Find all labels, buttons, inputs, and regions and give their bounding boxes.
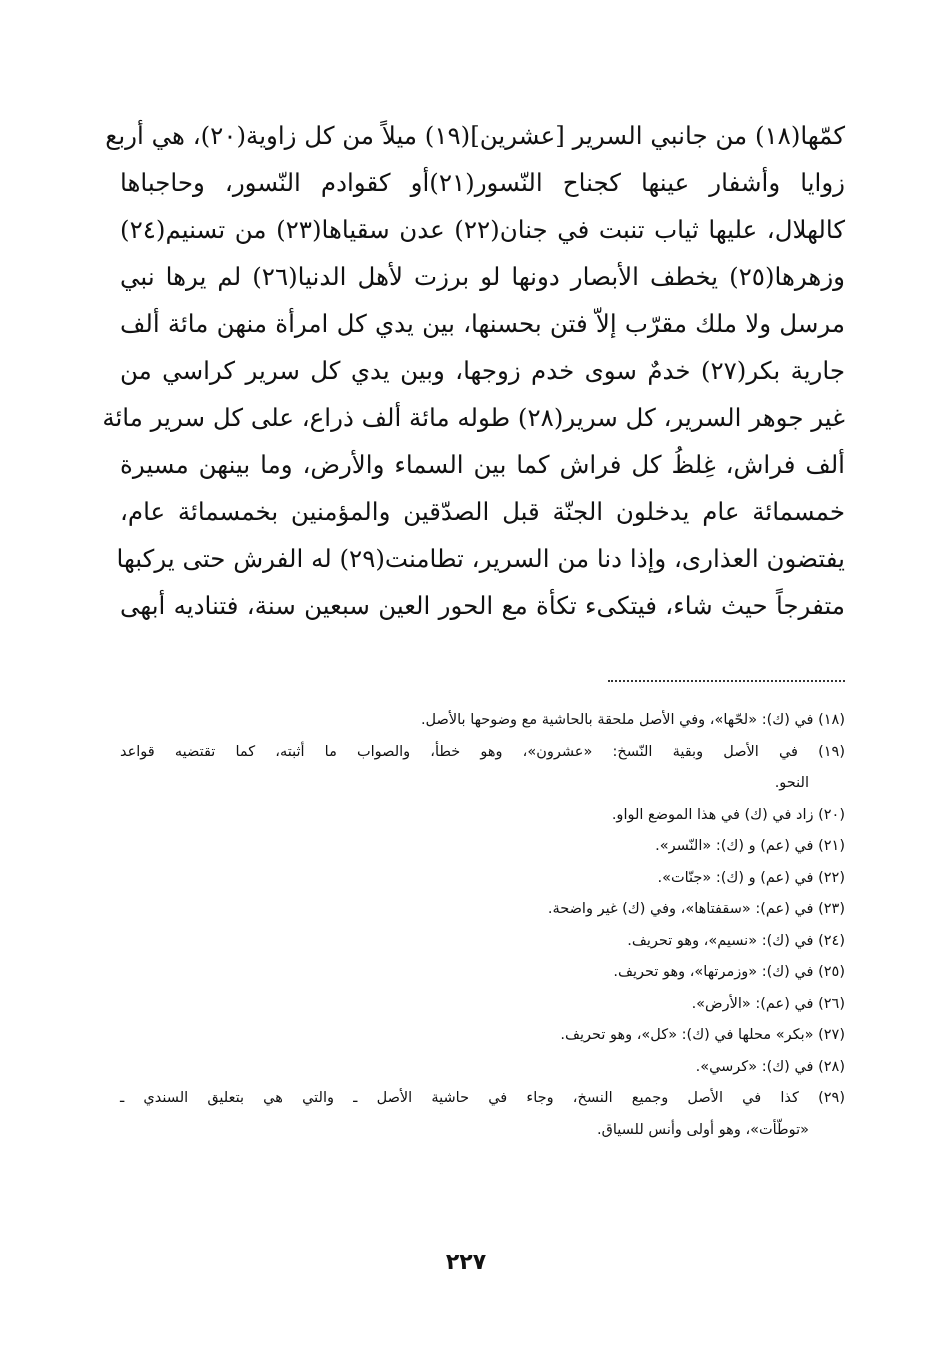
footnotes-block	[120, 705, 845, 1146]
footnote-29: (٢٩) كذا في الأصل وجميع النسخ، وجاء في حاشية الأصل ـ والتي هي بتعليق السندي ـ	[120, 1090, 845, 1106]
footnote-23: (٢٣) في (عم): «سقفتاها»، وفي (ك) غير واضحة.	[547, 901, 845, 917]
main-text-line: يفتضون العذارى، وإذا دنا من السرير، تطامنت(٢٩) له الفرش حتى يركبها	[116, 544, 845, 573]
main-text-line: كالهلال، عليها ثياب تنبت في جنان(٢٢) عدن سقياها(٢٣) من تسنيم(٢٤)	[120, 215, 846, 244]
footnote-separator	[608, 680, 845, 682]
footnote-18: (١٨) في (ك): «لحّها»، وفي الأصل ملحقة بالحاشية مع وضوحها بالأصل.	[420, 712, 845, 728]
footnote-25: (٢٥) في (ك): «وزمرتها»، وهو تحريف.	[613, 964, 845, 980]
main-text-line: زوايا وأشفار عينها كجناح النّسور(٢١)أو كقوادم النّسور، وحاجباها	[120, 168, 845, 197]
footnote-22: (٢٢) في (عم) و (ك): «جنّات».	[657, 869, 845, 886]
main-text-line: خمسمائة عام يدخلون الجنّة قبل الصدّقين والمؤمنين بخمسمائة عام،	[120, 497, 845, 526]
footnote-29-continuation: «توطّأت»، وهو أولى وأنس للسياق.	[596, 1121, 809, 1138]
main-text-line: متفرجاً حيث شاء، فيتكىء تكأة مع الحور العين سبعين سنة، فتناديه أبهى	[120, 591, 845, 620]
footnote-28: (٢٨) في (ك): «كرسي».	[695, 1058, 845, 1075]
page-number: ٢٢٧	[445, 1250, 487, 1275]
main-text-line: ألف فراش، غِلظُ كل فراش كما بين السماء والأرض، وما بينهن مسيرة	[120, 450, 845, 479]
main-text-line: جارية بكر(٢٧) خدمٌ سوى خدم زوجها، وبين يدي كل سرير كراسي من	[120, 356, 846, 385]
footnote-19-continuation: النحو.	[774, 775, 809, 791]
footnote-19: (١٩) في الأصل وبقية النّسخ: «عشرون»، وهو خطأ، والصواب ما أثبته، كما تقتضيه قواعد	[120, 743, 845, 760]
main-text-line: وزهرها(٢٥) يخطف الأبصار دونها لو برزت لأهل الدنيا(٢٦) لم يرها نبي	[120, 262, 846, 291]
footnote-26: (٢٦) في (عم): «الأرض».	[691, 995, 845, 1012]
main-text-line: كمّها(١٨) من جانبي السرير [عشرين](١٩) ميلاً من كل زاوية(٢٠)، هي أربع	[105, 121, 845, 150]
main-text-block	[102, 112, 846, 629]
main-text-line: مرسل ولا ملك مقرّب إلاّ فتن بحسنها، بين يدي كل امرأة منهن مائة ألف	[120, 309, 845, 338]
main-text-line: غير جوهر السرير، كل سرير(٢٨) طوله مائة ألف ذراع، على كل سرير مائة	[102, 403, 845, 432]
footnote-27: (٢٧) «بكر» محلها في (ك): «كل»، وهو تحريف.	[560, 1027, 845, 1043]
footnote-24: (٢٤) في (ك): «نسيم»، وهو تحريف.	[627, 932, 845, 949]
footnote-21: (٢١) في (عم) و (ك): «النّسر».	[655, 838, 845, 854]
footnote-20: (٢٠) زاد في (ك) في هذا الموضع الواو.	[611, 806, 845, 823]
